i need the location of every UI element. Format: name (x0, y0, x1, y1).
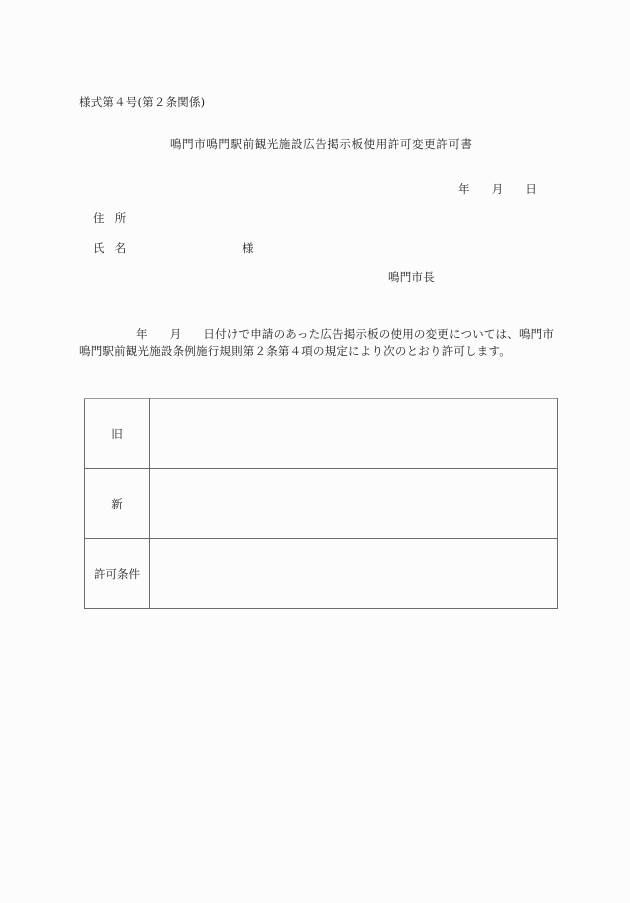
row-label-old: 旧 (85, 399, 150, 469)
honorific: 様 (242, 241, 254, 255)
change-table (84, 398, 558, 609)
row-value-old (150, 399, 558, 469)
issuer: 鳴門市長 (388, 270, 435, 284)
day-label: 日 (525, 182, 538, 196)
row-label-new: 新 (85, 469, 150, 539)
document-title: 鳴門市鳴門駅前観光施設広告掲示板使用許可変更許可書 (170, 137, 473, 151)
month-label: 月 (491, 182, 504, 196)
body-line-2: 鳴門駅前観光施設条例施行規則第２条第４項の規定により次のとおり許可します。 (79, 344, 511, 358)
name-label-char-1: 氏 (93, 241, 105, 255)
row-value-new (150, 469, 558, 539)
row-value-conditions (150, 539, 558, 609)
body-line-1 (79, 326, 554, 343)
address-label (93, 211, 126, 225)
table-row-conditions (85, 539, 558, 609)
name-label (93, 241, 126, 255)
body-year-label: 年 (136, 327, 148, 341)
name-label-char-2: 名 (114, 241, 127, 255)
body-month-label: 月 (169, 327, 182, 341)
table-row-new (85, 469, 558, 539)
address-label-char-2: 所 (114, 211, 127, 225)
body-line-1-rest: 日付けで申請のあった広告掲示板の使用の変更については、鳴門市 (203, 327, 555, 341)
body-text (79, 326, 554, 360)
year-label: 年 (458, 182, 470, 196)
table-row-old (85, 399, 558, 469)
issue-date (458, 182, 537, 196)
form-number: 様式第４号(第２条関係) (79, 95, 206, 109)
address-label-char-1: 住 (93, 211, 105, 225)
row-label-conditions: 許可条件 (85, 539, 150, 609)
